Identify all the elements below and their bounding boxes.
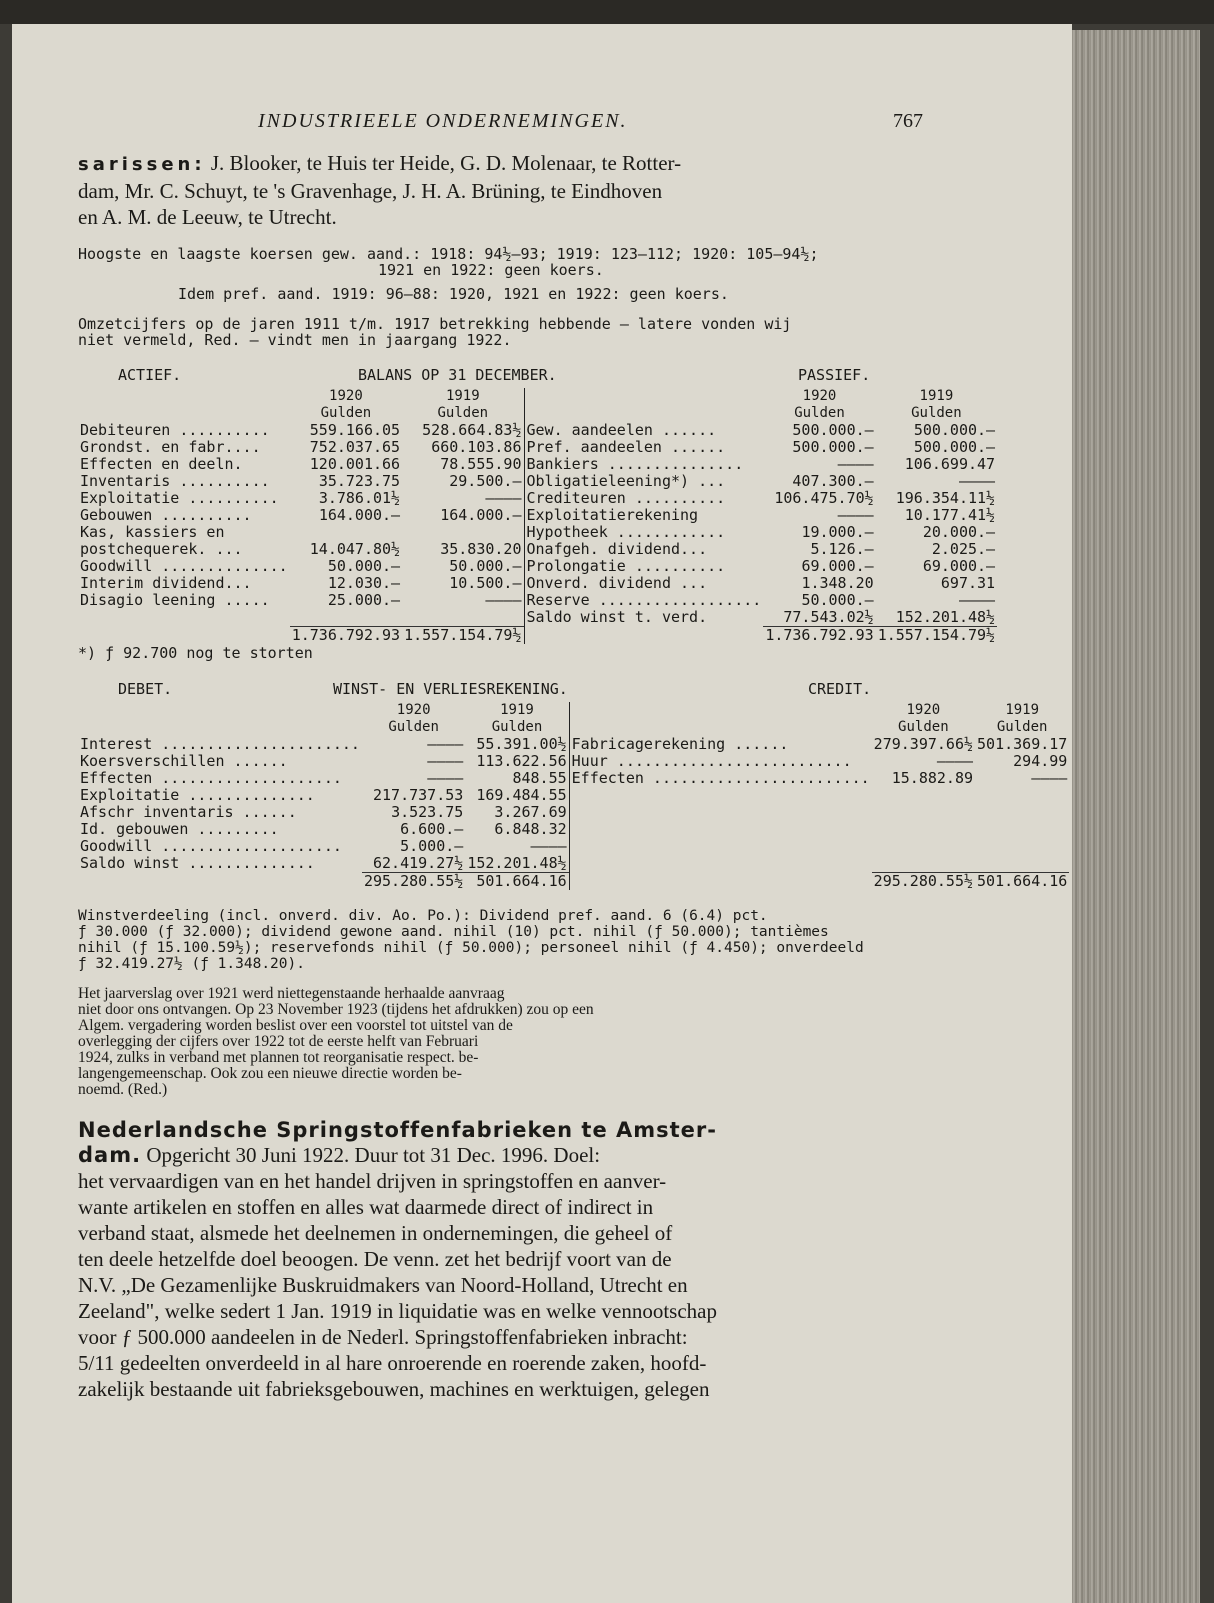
row-label: Onafgeh. dividend... <box>524 541 763 558</box>
row-label: Interim dividend... <box>80 574 252 592</box>
balans-right-title: PASSIEF. <box>798 366 871 384</box>
row-value: 217.737.53 <box>373 786 464 804</box>
row-label: Bankiers ............... <box>524 456 763 473</box>
text-line: 5/11 gedeelten onverdeeld in al hare onroerende en roerende zaken, hoofd- <box>78 1351 707 1375</box>
row-label: Disagio leening ..... <box>80 591 270 609</box>
row-value: 3.523.75 <box>391 803 464 821</box>
text-line: Zeeland", welke sedert 1 Jan. 1919 in liquidatie was en welke vennootschap <box>78 1299 717 1323</box>
row-value: 6.848.32 <box>494 820 567 838</box>
unit-header: Gulden <box>320 405 372 421</box>
winst-row <box>78 787 1069 804</box>
row-value: 3.267.69 <box>494 803 567 821</box>
row-value: ———— <box>958 472 996 490</box>
row-value: 50.000.— <box>327 557 401 575</box>
winst-total-row <box>78 873 1069 891</box>
text-line: nihil (ƒ 15.100.59½); reservefonds nihil (ƒ 50.000); personeel nihil (ƒ 4.450); onverdeeld <box>78 940 864 956</box>
row-value: ———— <box>1031 769 1068 787</box>
row-value: ———— <box>837 455 874 473</box>
row-value: 10.500.— <box>449 574 522 592</box>
balans-total-row <box>78 627 997 645</box>
row-label: Onverd. dividend ... <box>524 575 763 592</box>
row-label: Goodwill .................... <box>80 837 342 855</box>
row-value: 106.475.70½ <box>774 489 874 507</box>
row-value <box>975 821 1069 838</box>
balans-row <box>78 592 997 609</box>
row-value: 164.000.— <box>318 506 401 524</box>
row-label: Effecten .................... <box>80 769 342 787</box>
row-value: 14.047.80½ <box>309 540 401 558</box>
company-section <box>78 1118 923 1402</box>
row-value <box>975 804 1069 821</box>
row-label: postchequerek. ... <box>80 540 243 558</box>
balans-table <box>78 388 997 644</box>
row-value: 35.723.75 <box>318 472 401 490</box>
company-title-cont: dam. <box>78 1143 142 1167</box>
year-header: 1920 <box>329 388 363 404</box>
winst-row <box>78 804 1069 821</box>
winst-title: WINST- EN VERLIESREKENING. <box>333 680 568 698</box>
footnote: *) ƒ 92.700 nog te storten <box>78 644 313 662</box>
row-value: 697.31 <box>940 574 996 592</box>
unit-header: Gulden <box>437 405 489 421</box>
koersen-line: 1921 en 1922: geen koers. <box>378 261 604 279</box>
balans-row <box>78 490 997 507</box>
text-line: ten deele hetzelfde doel beoogen. De venn. zet het bedrijf voort van de <box>78 1247 672 1271</box>
row-value: 78.555.90 <box>440 455 522 473</box>
text-line: N.V. „De Gezamenlijke Buskruidmakers van Noord-Holland, Utrecht en <box>78 1273 688 1297</box>
row-value: 15.882.89 <box>891 769 974 787</box>
text-line: ƒ 30.000 (ƒ 32.000); dividend gewone aand. nihil (10) pct. nihil (ƒ 50.000); tantièmes <box>78 924 829 940</box>
balans-unit-row <box>78 405 997 422</box>
winstverdeeling-paragraph <box>78 908 923 972</box>
row-value <box>290 524 402 541</box>
unit-header: Gulden <box>794 405 845 421</box>
row-value: 500.000.— <box>792 438 874 456</box>
row-label: Huur .......................... <box>569 753 872 770</box>
balans-year-row <box>78 388 997 405</box>
row-value: 500.000.— <box>913 438 996 456</box>
row-value: ———— <box>936 752 974 770</box>
row-value: 55.391.00½ <box>476 735 567 753</box>
total-value: 1.557.154.79½ <box>402 627 524 645</box>
winst-row <box>78 753 1069 770</box>
row-label: Pref. aandeelen ...... <box>524 439 763 456</box>
text-line: verband staat, alsmede het deelnemen in ondernemingen, die geheel of <box>78 1221 673 1245</box>
total-value: 501.664.16 <box>465 873 569 891</box>
winst-row <box>78 855 1069 873</box>
row-value <box>290 609 402 627</box>
text-line: Algem. vergadering worden beslist over een voorstel tot uitstel van de <box>78 1017 513 1034</box>
omzet-line: Omzetcijfers op de jaren 1911 t/m. 1917 betrekking hebbende — latere vonden wij <box>78 315 792 333</box>
row-value: 113.622.56 <box>476 752 567 770</box>
row-value: 169.484.55 <box>476 786 567 804</box>
row-value: 3.786.01½ <box>318 489 401 507</box>
row-value <box>975 855 1069 873</box>
row-label <box>569 821 872 838</box>
row-label: Inventaris .......... <box>80 472 270 490</box>
row-label: Effecten ........................ <box>569 770 872 787</box>
book-page-edges <box>1072 30 1200 1603</box>
row-value: 660.103.86 <box>431 438 522 456</box>
text-line: wante artikelen en stoffen en alles wat daarmede direct of indirect in <box>78 1195 654 1219</box>
total-value: 501.664.16 <box>977 872 1068 890</box>
text-line: het vervaardigen van en het handel drijven in springstoffen en aanver- <box>78 1169 667 1193</box>
year-header: 1920 <box>802 388 837 404</box>
winst-year-row <box>78 702 1069 719</box>
row-value: ———— <box>485 591 522 609</box>
text-line: niet door ons ontvangen. Op 23 November 1923 (tijdens het afdrukken) zou op een <box>78 1001 594 1018</box>
row-value: 69.000.— <box>922 557 996 575</box>
intro-paragraph <box>78 150 923 230</box>
total-value: 1.736.792.93 <box>291 626 401 644</box>
text-line: noemd. (Red.) <box>78 1081 168 1098</box>
company-title: Nederlandsche Springstoffenfabrieken te Amster- <box>78 1118 717 1142</box>
unit-header: Gulden <box>996 719 1048 735</box>
row-value <box>975 838 1069 855</box>
omzet-line: niet vermeld, Red. — vindt men in jaargang 1922. <box>78 331 512 349</box>
row-value: ———— <box>485 489 522 507</box>
balans-row <box>78 422 997 439</box>
row-label: Koersverschillen ...... <box>80 752 288 770</box>
balans-title: BALANS OP 31 DECEMBER. <box>358 366 557 384</box>
page-number: 767 <box>893 110 923 132</box>
year-header: 1919 <box>1005 702 1040 718</box>
row-value: 35.830.20 <box>440 540 522 558</box>
winst-row <box>78 770 1069 787</box>
unit-header: Gulden <box>911 405 962 421</box>
jaarverslag-paragraph <box>78 986 923 1098</box>
text-line: 1924, zulks in verband met plannen tot reorganisatie respect. be- <box>78 1049 479 1066</box>
row-value: 528.664.83½ <box>422 421 522 439</box>
winst-row <box>78 821 1069 838</box>
row-value: 20.000.— <box>922 523 996 541</box>
row-label: Reserve .................. <box>524 592 763 609</box>
balans-row <box>78 575 997 592</box>
total-value: 295.280.55½ <box>363 872 464 890</box>
row-label <box>78 609 290 627</box>
row-value <box>872 821 975 838</box>
row-value: 1.348.20 <box>801 574 874 592</box>
row-value: 120.001.66 <box>309 455 401 473</box>
intro-line: J. Blooker, te Huis ter Heide, G. D. Molenaar, te Rotter- <box>210 151 682 175</box>
row-value: 196.354.11½ <box>895 489 996 507</box>
row-value: ———— <box>958 591 996 609</box>
balans-row <box>78 609 997 627</box>
row-label: Kas, kassiers en <box>80 523 225 541</box>
balans-row <box>78 524 997 541</box>
text-line: voor ƒ 500.000 aandeelen in de Nederl. Springstoffenfabrieken inbracht: <box>78 1325 688 1349</box>
text-line: langengemeenschap. Ook zou een nieuwe directie worden be- <box>78 1065 462 1082</box>
header-title: INDUSTRIEELE ONDERNEMINGEN. <box>258 110 628 132</box>
row-label <box>569 855 872 873</box>
balans-row <box>78 507 997 524</box>
row-label: Exploitatie .............. <box>80 786 315 804</box>
row-value: 77.543.02½ <box>783 608 874 626</box>
winst-unit-row <box>78 719 1069 736</box>
row-value: 50.000.— <box>449 557 522 575</box>
row-value: 164.000.— <box>440 506 522 524</box>
year-header: 1920 <box>906 702 941 718</box>
row-label <box>569 838 872 855</box>
page-content <box>78 110 1068 1402</box>
year-header: 1919 <box>500 702 534 718</box>
text-line: Opgericht 30 Juni 1922. Duur tot 31 Dec. 1996. Doel: <box>146 1143 601 1167</box>
row-value <box>872 855 975 873</box>
row-label: Exploitatierekening <box>524 507 763 524</box>
text-line: Het jaarverslag over 1921 werd niettegenstaande herhaalde aanvraag <box>78 985 505 1002</box>
row-value: 848.55 <box>512 769 567 787</box>
row-value <box>402 524 524 541</box>
row-value: 152.201.48½ <box>467 854 567 872</box>
row-value: ———— <box>530 837 567 855</box>
intro-line: en A. M. de Leeuw, te Utrecht. <box>78 205 337 229</box>
row-label: Fabricagerekening ...... <box>569 736 872 753</box>
koersen-line: Idem pref. aand. 1919: 96—88: 1920, 1921 en 1922: geen koers. <box>178 285 729 303</box>
balans-row <box>78 541 997 558</box>
row-value: 500.000.— <box>913 421 996 439</box>
row-value: 500.000.— <box>792 421 874 439</box>
row-value: 559.166.05 <box>309 421 401 439</box>
text-line: overlegging der cijfers over 1922 tot de eerste helft van Februari <box>78 1033 479 1050</box>
winst-row <box>78 736 1069 753</box>
row-value: ———— <box>837 506 874 524</box>
total-value: 1.557.154.79½ <box>877 626 996 644</box>
row-value: 294.99 <box>1013 752 1068 770</box>
row-value: 5.126.— <box>810 540 874 558</box>
intro-line: dam, Mr. C. Schuyt, te 's Gravenhage, J. H. A. Brüning, te Eindhoven <box>78 179 663 203</box>
row-label <box>569 787 872 804</box>
row-value: 19.000.— <box>801 523 874 541</box>
row-label: Grondst. en fabr.... <box>80 438 261 456</box>
row-value: ———— <box>427 735 464 753</box>
row-value: ———— <box>427 769 464 787</box>
intro-label: sarissen: <box>78 154 206 175</box>
row-label: Afschr inventaris ...... <box>80 803 297 821</box>
row-value <box>872 787 975 804</box>
row-label: Effecten en deeln. <box>80 455 243 473</box>
balans-row <box>78 456 997 473</box>
row-label: Prolongatie .......... <box>524 558 763 575</box>
row-value: 752.037.65 <box>309 438 401 456</box>
row-value: 10.177.41½ <box>904 506 996 524</box>
row-label: Debiteuren .......... <box>80 421 270 439</box>
winst-left-title: DEBET. <box>118 680 173 698</box>
row-label: Hypotheek ............ <box>524 524 763 541</box>
row-value: 62.419.27½ <box>373 854 464 872</box>
row-label: Saldo winst .............. <box>80 854 315 872</box>
row-value <box>872 838 975 855</box>
row-value: 152.201.48½ <box>895 608 996 626</box>
row-label: Gew. aandeelen ...... <box>524 422 763 439</box>
row-value: 279.397.66½ <box>873 735 974 753</box>
winst-right-title: CREDIT. <box>808 680 872 698</box>
row-value <box>402 609 524 627</box>
row-value: 5.000.— <box>400 837 464 855</box>
company-body <box>78 1142 923 1402</box>
year-header: 1919 <box>445 388 480 404</box>
balans-left-title: ACTIEF. <box>118 366 182 384</box>
text-line: ƒ 32.419.27½ (ƒ 1.348.20). <box>78 956 305 972</box>
total-value: 295.280.55½ <box>873 872 974 890</box>
total-value: 1.736.792.93 <box>765 626 874 644</box>
row-value: 25.000.— <box>327 591 401 609</box>
row-value <box>872 804 975 821</box>
winst-row <box>78 838 1069 855</box>
row-label: Interest ...................... <box>80 735 360 753</box>
winst-table <box>78 702 1069 890</box>
koersen-paragraph <box>78 246 923 302</box>
unit-header: Gulden <box>898 719 949 735</box>
balans-row <box>78 558 997 575</box>
balans-row <box>78 473 997 490</box>
row-label: Crediteuren .......... <box>524 490 763 507</box>
unit-header: Gulden <box>491 719 543 735</box>
row-label: Obligatieleening*) ... <box>524 473 763 490</box>
row-value: 29.500.— <box>449 472 522 490</box>
winst-section <box>78 680 1068 890</box>
row-label: Saldo winst t. verd. <box>524 609 763 627</box>
row-value: ———— <box>427 752 464 770</box>
text-line: zakelijk bestaande uit fabrieksgebouwen, machines en werktuigen, gelegen <box>78 1377 710 1401</box>
row-label: Id. gebouwen ......... <box>80 820 279 838</box>
row-label <box>569 804 872 821</box>
row-value <box>975 787 1069 804</box>
balans-section <box>78 366 996 662</box>
row-value: 106.699.47 <box>904 455 996 473</box>
unit-header: Gulden <box>388 719 439 735</box>
row-value: 2.025.— <box>931 540 996 558</box>
year-header: 1920 <box>396 702 431 718</box>
row-value: 407.300.— <box>792 472 874 490</box>
text-line: Winstverdeeling (incl. onverd. div. Ao. Po.): Dividend pref. aand. 6 (6.4) pct. <box>78 908 768 924</box>
row-value: 69.000.— <box>801 557 874 575</box>
row-value: 12.030.— <box>327 574 401 592</box>
running-header <box>78 110 923 142</box>
balans-row <box>78 439 997 456</box>
row-label: Gebouwen .......... <box>80 506 252 524</box>
row-value: 501.369.17 <box>977 735 1068 753</box>
year-header: 1919 <box>919 388 954 404</box>
omzet-paragraph <box>78 316 923 348</box>
row-value: 6.600.— <box>400 820 464 838</box>
scan-border <box>0 0 1214 24</box>
koersen-line: Hoogste en laagste koersen gew. aand.: 1918: 94½—93; 1919: 123—112; 1920: 105—94½; <box>78 245 819 263</box>
row-label: Exploitatie .......... <box>80 489 279 507</box>
row-value: 50.000.— <box>801 591 874 609</box>
row-label: Goodwill .............. <box>80 557 288 575</box>
